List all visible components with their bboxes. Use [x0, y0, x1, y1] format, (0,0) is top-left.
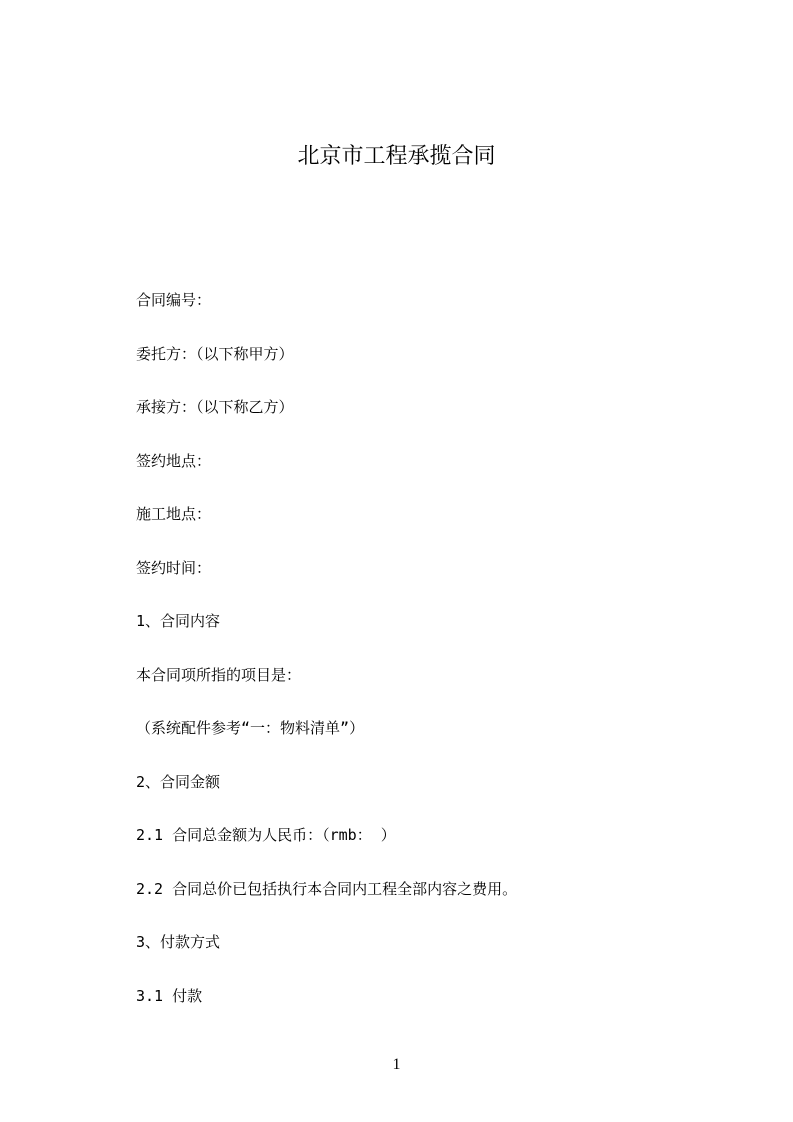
- section-heading-contract-content: 1、合同内容: [136, 612, 221, 630]
- contractor-party-line: 承接方：（以下称乙方）: [136, 398, 294, 416]
- parts-reference-line: （系统配件参考“一：物料清单”）: [136, 719, 365, 737]
- section-heading-payment-method: 3、付款方式: [136, 933, 221, 951]
- document-title: 北京市工程承揽合同: [297, 144, 496, 169]
- section-heading-contract-amount: 2、合同金额: [136, 773, 221, 791]
- contract-number-line: 合同编号：: [136, 291, 212, 309]
- project-description-line: 本合同项所指的项目是：: [136, 666, 302, 684]
- total-amount-line: 2.1 合同总金额为人民币：（rmb： ）: [136, 826, 396, 844]
- signing-place-line: 签约地点：: [136, 452, 212, 470]
- page-number: 1: [392, 1056, 401, 1073]
- construction-site-line: 施工地点：: [136, 505, 212, 523]
- client-party-line: 委托方：（以下称甲方）: [136, 345, 294, 363]
- payment-subsection-line: 3.1 付款: [136, 987, 203, 1005]
- signing-time-line: 签约时间：: [136, 559, 212, 577]
- price-inclusion-line: 2.2 合同总价已包括执行本合同内工程全部内容之费用。: [136, 880, 518, 898]
